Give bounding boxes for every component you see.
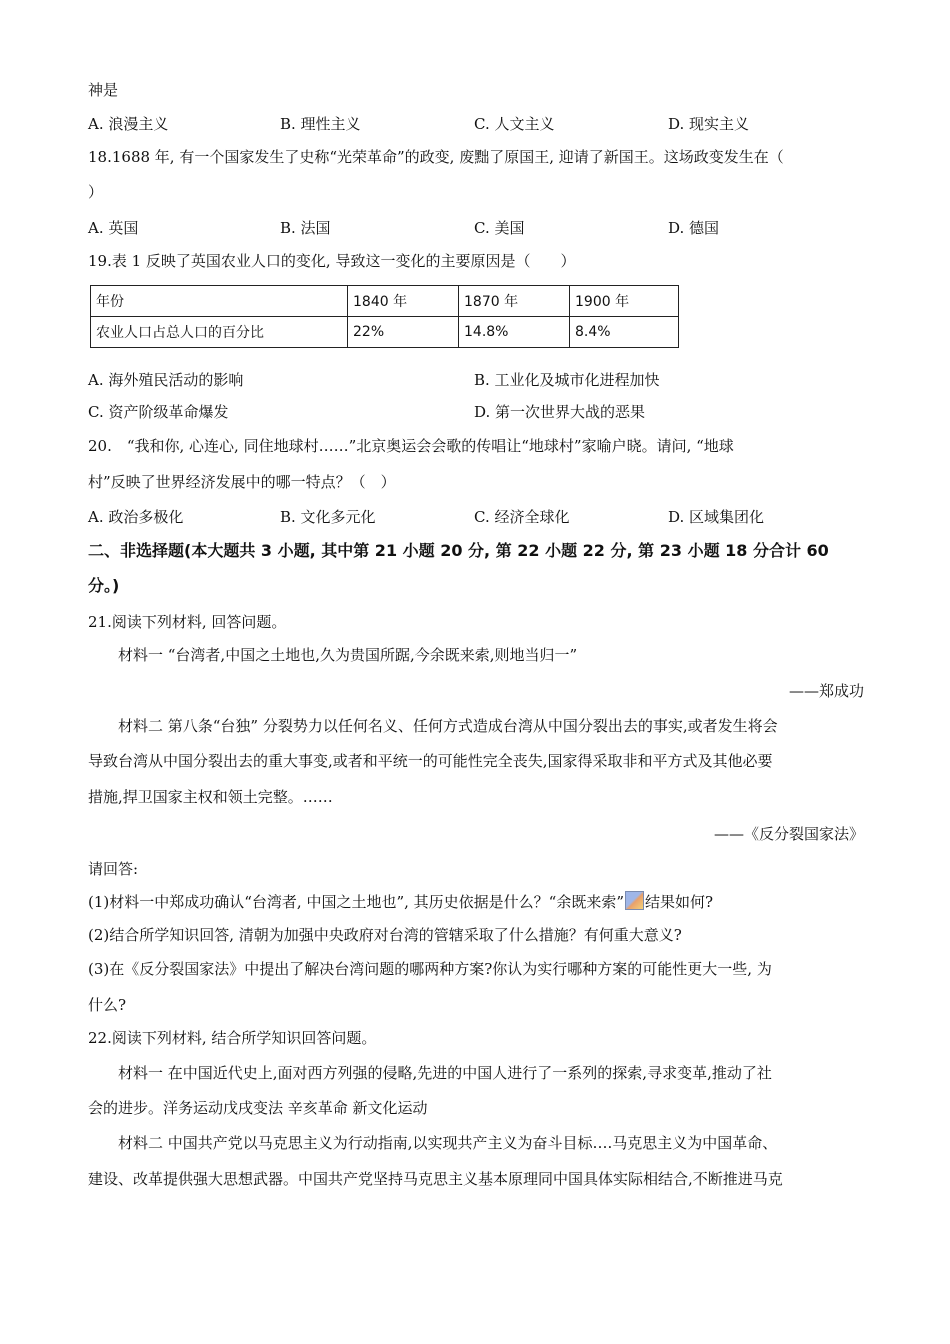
sub-question-3-cont: 什么?: [88, 996, 127, 1014]
q18-options: [88, 218, 864, 238]
material-2-cont: 导致台湾从中国分裂出去的重大事变,或者和平统一的可能性完全丧失,国家得采取非和平方式及其他必要: [88, 752, 773, 770]
table-cell: 1840 年: [348, 286, 459, 317]
material-1: 材料一 “台湾者,中国之土地也,久为贵国所踞,今余既来索,则地当归一”: [118, 646, 578, 664]
material-2-cont: 措施,捍卫国家主权和领土完整。……: [88, 788, 333, 806]
text-line: 神是: [88, 81, 119, 99]
question-22: 22.阅读下列材料, 结合所学知识回答问题。: [88, 1029, 377, 1047]
question-18-cont: ）: [88, 183, 104, 201]
table-cell: 8.4%: [570, 317, 679, 348]
option-d: D. 第一次世界大战的恶果: [474, 403, 646, 421]
sub-question-1-text-end: 结果如何?: [645, 893, 714, 911]
sub-question-1-text: (1)材料一中郑成功确认“台湾者, 中国之土地也”, 其历史依据是什么？“余既来索”: [88, 893, 624, 911]
option-c: C. 经济全球化: [474, 508, 570, 526]
material-3: 材料一 在中国近代史上,面对西方列强的侵略,先进的中国人进行了一系列的探索,寻求变革,推动了社: [118, 1064, 772, 1082]
option-a: A. 浪漫主义: [88, 115, 169, 133]
option-d: D. 现实主义: [668, 115, 750, 133]
question-21: 21.阅读下列材料, 回答问题。: [88, 613, 287, 631]
option-d: D. 德国: [668, 219, 720, 237]
option-c: C. 人文主义: [474, 115, 555, 133]
section-heading: 二、非选择题(本大题共 3 小题, 其中第 21 小题 20 分, 第 22 小题 22 分, 第 23 小题 18 分合计 60: [88, 541, 829, 560]
table-row: [91, 317, 679, 348]
table-cell: 1870 年: [459, 286, 570, 317]
option-b: B. 理性主义: [280, 115, 361, 133]
table-cell: 1900 年: [570, 286, 679, 317]
q17-options: [88, 114, 864, 134]
question-20-cont: 村”反映了世界经济发展中的哪一特点？（ ）: [88, 473, 396, 491]
option-a: A. 海外殖民活动的影响: [88, 371, 244, 389]
table-cell: 年份: [91, 286, 348, 317]
sub-question-2: (2)结合所学知识回答, 清朝为加强中央政府对台湾的管辖采取了什么措施？有何重大意义?: [88, 926, 682, 944]
material-2: 材料二 第八条“台独” 分裂势力以任何名义、任何方式造成台湾从中国分裂出去的事实,或者发生将会: [118, 717, 778, 735]
question-19: 19.表 1 反映了英国农业人口的变化, 导致这一变化的主要原因是（ ）: [88, 252, 576, 270]
question-20: 20. “我和你, 心连心, 同住地球村……”北京奥运会会歌的传唱让“地球村”家喻户晓。请问, “地球: [88, 437, 734, 455]
material-4-cont: 建设、改革提供强大思想武器。中国共产党坚持马克思主义基本原理同中国具体实际相结合,不断推进马克: [88, 1170, 783, 1188]
population-table: [90, 285, 679, 348]
option-b: B. 工业化及城市化进程加快: [474, 371, 660, 389]
option-c: C. 美国: [474, 219, 525, 237]
question-18: 18.1688 年, 有一个国家发生了史称“光荣革命”的政变, 废黜了原国王, 迎请了新国王。这场政变发生在（: [88, 148, 784, 166]
option-c: C. 资产阶级革命爆发: [88, 403, 229, 421]
q20-options: [88, 507, 864, 527]
material-1-source: ——郑成功: [788, 682, 864, 700]
material-3-cont: 会的进步。洋务运动戊戌变法 辛亥革命 新文化运动: [88, 1099, 428, 1117]
table-cell: 22%: [348, 317, 459, 348]
table-cell: 农业人口占总人口的百分比: [91, 317, 348, 348]
option-a: A. 政治多极化: [88, 508, 184, 526]
q19-options-row1: [88, 370, 864, 390]
option-b: B. 法国: [280, 219, 331, 237]
q19-options-row2: [88, 402, 864, 422]
sub-question-1: [88, 891, 713, 912]
section-heading-cont: 分。): [88, 576, 120, 595]
material-2-source: ——《反分裂国家法》: [713, 825, 864, 843]
table-cell: 14.8%: [459, 317, 570, 348]
option-a: A. 英国: [88, 219, 139, 237]
table-row: [91, 286, 679, 317]
picture-icon: [625, 891, 644, 910]
ask-label: 请回答:: [88, 860, 139, 878]
material-4: 材料二 中国共产党以马克思主义为行动指南,以实现共产主义为奋斗目标….马克思主义为中国革命、: [118, 1134, 778, 1152]
sub-question-3: (3)在《反分裂国家法》中提出了解决台湾问题的哪两种方案?你认为实行哪种方案的可能性更大一些, 为: [88, 960, 772, 978]
option-b: B. 文化多元化: [280, 508, 376, 526]
option-d: D. 区域集团化: [668, 508, 765, 526]
